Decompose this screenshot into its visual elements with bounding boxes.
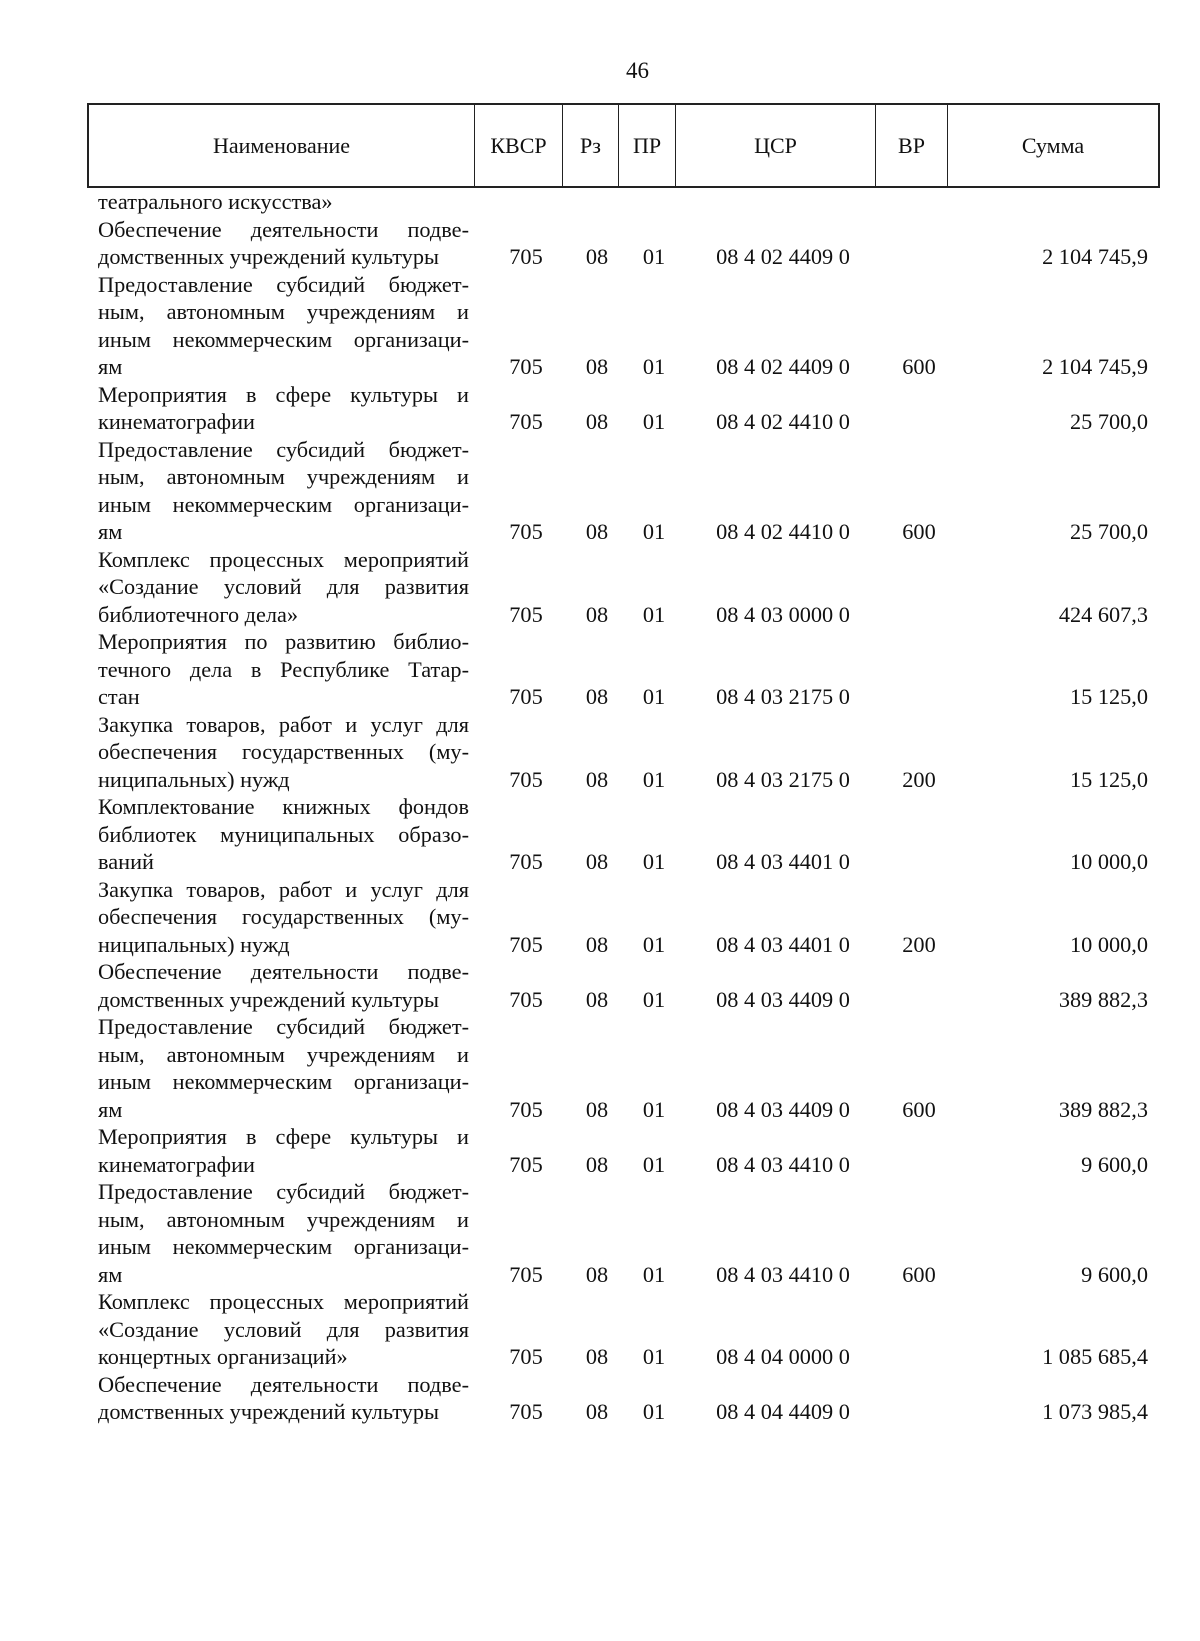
row-rz: 08 (585, 766, 609, 792)
row-name-line: Предоставление субсидий бюджет- (98, 271, 469, 297)
row-sum: 25 700,0 (1069, 519, 1148, 544)
row-name (87, 958, 483, 1013)
table-row (87, 793, 1160, 876)
row-vr: 200 (902, 766, 936, 792)
row-csr: 08 4 03 0000 0 (716, 601, 850, 627)
row-rz: 08 (585, 1151, 609, 1177)
row-sum: 2 104 745,9 (1042, 354, 1148, 379)
row-pr: 01 (642, 1344, 666, 1369)
row-rz: 08 (585, 519, 609, 544)
row-name-line: библиотечного дела» (98, 601, 299, 627)
row-name-line: Обеспечение деятельности подве- (98, 959, 469, 984)
row-kvsr: 705 (509, 1344, 543, 1369)
row-name-line: домственных учреждений культуры (98, 1399, 439, 1424)
row-csr: 08 4 02 4410 0 (716, 519, 850, 544)
row-sum: 424 607,3 (1058, 601, 1148, 627)
row-rz: 08 (585, 409, 609, 434)
row-vr: 600 (902, 1096, 936, 1122)
row-name-line: Обеспечение деятельности подве- (98, 216, 469, 242)
row-name-line: Предоставление субсидий бюджет- (98, 1014, 469, 1039)
row-rz: 08 (585, 601, 609, 627)
row-csr: 08 4 03 4401 0 (716, 849, 850, 874)
table-body (87, 188, 1160, 1426)
row-csr: 08 4 02 4410 0 (716, 409, 850, 434)
row-name (87, 1123, 483, 1178)
row-csr: 08 4 02 4409 0 (716, 354, 850, 379)
table-row (87, 628, 1160, 711)
row-kvsr: 705 (509, 931, 543, 957)
row-sum: 9 600,0 (1081, 1261, 1148, 1287)
row-name-line: Обеспечение деятельности подве- (98, 1371, 469, 1397)
row-sum: 15 125,0 (1069, 684, 1148, 709)
header-csr: ЦСР (676, 105, 876, 186)
row-name-line: домственных учреждений культуры (98, 244, 439, 269)
row-pr: 01 (642, 931, 666, 957)
header-pr: ПР (619, 105, 676, 186)
row-name (87, 436, 483, 546)
row-rz: 08 (585, 354, 609, 379)
row-name-line: Предоставление субсидий бюджет- (98, 436, 469, 462)
row-name-line: ниципальных) нужд (98, 931, 290, 957)
row-name (87, 216, 483, 271)
row-rz: 08 (585, 244, 609, 269)
row-csr: 08 4 03 2175 0 (716, 684, 850, 709)
row-kvsr: 705 (509, 1151, 543, 1177)
row-kvsr: 705 (509, 519, 543, 544)
row-pr: 01 (642, 409, 666, 434)
header-vr: ВР (876, 105, 948, 186)
row-name-line: Мероприятия по развитию библио- (98, 629, 469, 654)
row-vr: 600 (902, 519, 936, 544)
row-csr: 08 4 02 4409 0 (716, 244, 850, 269)
table-row (87, 1288, 1160, 1371)
row-pr: 01 (642, 684, 666, 709)
row-name (87, 628, 483, 711)
row-name-line: Закупка товаров, работ и услуг для (98, 876, 469, 902)
row-name-line: обеспечения государственных (му- (98, 904, 469, 929)
row-sum: 10 000,0 (1069, 931, 1148, 957)
row-name-line: библиотек муниципальных образо- (98, 821, 469, 847)
table-row (87, 1123, 1160, 1178)
row-sum: 1 085 685,4 (1042, 1344, 1148, 1369)
row-pr: 01 (642, 766, 666, 792)
row-name-line: иным некоммерческим организаци- (98, 1069, 469, 1094)
row-name-line: ным, автономным учреждениям и (98, 464, 469, 489)
row-csr: 08 4 03 4410 0 (716, 1151, 850, 1177)
row-name (87, 876, 483, 959)
row-name-line: Комплекс процессных мероприятий (98, 546, 469, 572)
row-rz: 08 (585, 1399, 609, 1424)
header-name: Наименование (89, 105, 475, 186)
row-kvsr: 705 (509, 684, 543, 709)
row-name (87, 1013, 483, 1123)
row-pr: 01 (642, 601, 666, 627)
table-row (87, 381, 1160, 436)
row-kvsr: 705 (509, 1096, 543, 1122)
row-csr: 08 4 03 4409 0 (716, 1096, 850, 1122)
table-row (87, 958, 1160, 1013)
row-kvsr: 705 (509, 1261, 543, 1287)
row-kvsr: 705 (509, 601, 543, 627)
row-name-line: ям (98, 354, 123, 379)
table-row (87, 271, 1160, 381)
row-rz: 08 (585, 1344, 609, 1369)
row-name-line: ваний (98, 849, 154, 874)
row-name (87, 1288, 483, 1371)
row-pr: 01 (642, 1151, 666, 1177)
row-pr: 01 (642, 849, 666, 874)
row-sum: 2 104 745,9 (1042, 244, 1148, 269)
row-name-line: течного дела в Республике Татар- (98, 656, 469, 682)
row-name-line: Комплектование книжных фондов (98, 794, 469, 819)
row-kvsr: 705 (509, 409, 543, 434)
row-kvsr: 705 (509, 766, 543, 792)
table-row (87, 546, 1160, 629)
row-name (87, 793, 483, 876)
row-name (87, 546, 483, 629)
row-csr: 08 4 03 4409 0 (716, 986, 850, 1012)
row-kvsr: 705 (509, 354, 543, 379)
row-vr: 600 (902, 1261, 936, 1287)
row-name (87, 1178, 483, 1288)
row-rz: 08 (585, 1261, 609, 1287)
row-name-line: ным, автономным учреждениям и (98, 1041, 469, 1067)
row-name-line: концертных организаций» (98, 1344, 348, 1369)
row-name-line: кинематографии (98, 1151, 255, 1177)
table-row (87, 711, 1160, 794)
row-rz: 08 (585, 931, 609, 957)
row-kvsr: 705 (509, 244, 543, 269)
row-kvsr: 705 (509, 1399, 543, 1424)
row-sum: 25 700,0 (1069, 409, 1148, 434)
row-csr: 08 4 03 2175 0 (716, 766, 850, 792)
row-name-line: домственных учреждений культуры (98, 986, 439, 1012)
row-name-line: иным некоммерческим организаци- (98, 491, 469, 517)
row-name (87, 188, 483, 216)
row-name-line: ям (98, 519, 123, 544)
row-name-line: ным, автономным учреждениям и (98, 1206, 469, 1232)
table-row (87, 188, 1160, 216)
row-name-line: «Создание условий для развития (98, 574, 469, 599)
row-name-line: иным некоммерческим организаци- (98, 1234, 469, 1259)
row-sum: 9 600,0 (1081, 1151, 1148, 1177)
row-rz: 08 (585, 1096, 609, 1122)
row-name-line: «Создание условий для развития (98, 1316, 469, 1342)
row-pr: 01 (642, 1261, 666, 1287)
row-name-line: кинематографии (98, 409, 255, 434)
row-vr: 600 (902, 354, 936, 379)
row-csr: 08 4 03 4410 0 (716, 1261, 850, 1287)
row-pr: 01 (642, 244, 666, 269)
row-name-line: стан (98, 684, 140, 709)
table-header (87, 103, 1160, 188)
row-name-line: Закупка товаров, работ и услуг для (98, 711, 469, 737)
row-pr: 01 (642, 1399, 666, 1424)
row-name (87, 381, 483, 436)
row-name (87, 271, 483, 381)
header-sum: Сумма (1021, 132, 1085, 158)
row-name-line: ям (98, 1096, 123, 1122)
row-kvsr: 705 (509, 986, 543, 1012)
row-name-line: Комплекс процессных мероприятий (98, 1289, 469, 1314)
row-rz: 08 (585, 849, 609, 874)
table-row (87, 876, 1160, 959)
table-row (87, 216, 1160, 271)
row-vr: 200 (902, 931, 936, 957)
table-row (87, 1178, 1160, 1288)
row-name (87, 711, 483, 794)
row-sum: 15 125,0 (1069, 766, 1148, 792)
row-name-line: ным, автономным учреждениям и (98, 299, 469, 324)
row-name (87, 1371, 483, 1426)
row-pr: 01 (642, 1096, 666, 1122)
header-rz: Рз (563, 105, 619, 186)
row-pr: 01 (642, 519, 666, 544)
row-csr: 08 4 04 4409 0 (716, 1399, 850, 1424)
header-kvsr: КВСР (475, 105, 563, 186)
row-pr: 01 (642, 354, 666, 379)
row-sum: 10 000,0 (1069, 849, 1148, 874)
row-name-line: Мероприятия в сфере культуры и (98, 1124, 469, 1149)
row-pr: 01 (642, 986, 666, 1012)
row-sum: 389 882,3 (1058, 986, 1148, 1012)
row-sum: 1 073 985,4 (1042, 1399, 1148, 1424)
row-kvsr: 705 (509, 849, 543, 874)
row-csr: 08 4 03 4401 0 (716, 931, 850, 957)
table-row (87, 436, 1160, 546)
row-name-line: Предоставление субсидий бюджет- (98, 1179, 469, 1204)
row-rz: 08 (585, 684, 609, 709)
page-number: 46 (626, 58, 649, 83)
row-name-line: театрального искусства» (98, 189, 333, 214)
row-name-line: иным некоммерческим организаци- (98, 326, 469, 352)
row-name-line: ниципальных) нужд (98, 766, 290, 792)
table-row (87, 1371, 1160, 1426)
row-name-line: обеспечения государственных (му- (98, 739, 469, 764)
row-name-line: Мероприятия в сфере культуры и (98, 381, 469, 407)
row-rz: 08 (585, 986, 609, 1012)
row-name-line: ям (98, 1261, 123, 1287)
row-csr: 08 4 04 0000 0 (716, 1344, 850, 1369)
table-row (87, 1013, 1160, 1123)
row-sum: 389 882,3 (1058, 1096, 1148, 1122)
